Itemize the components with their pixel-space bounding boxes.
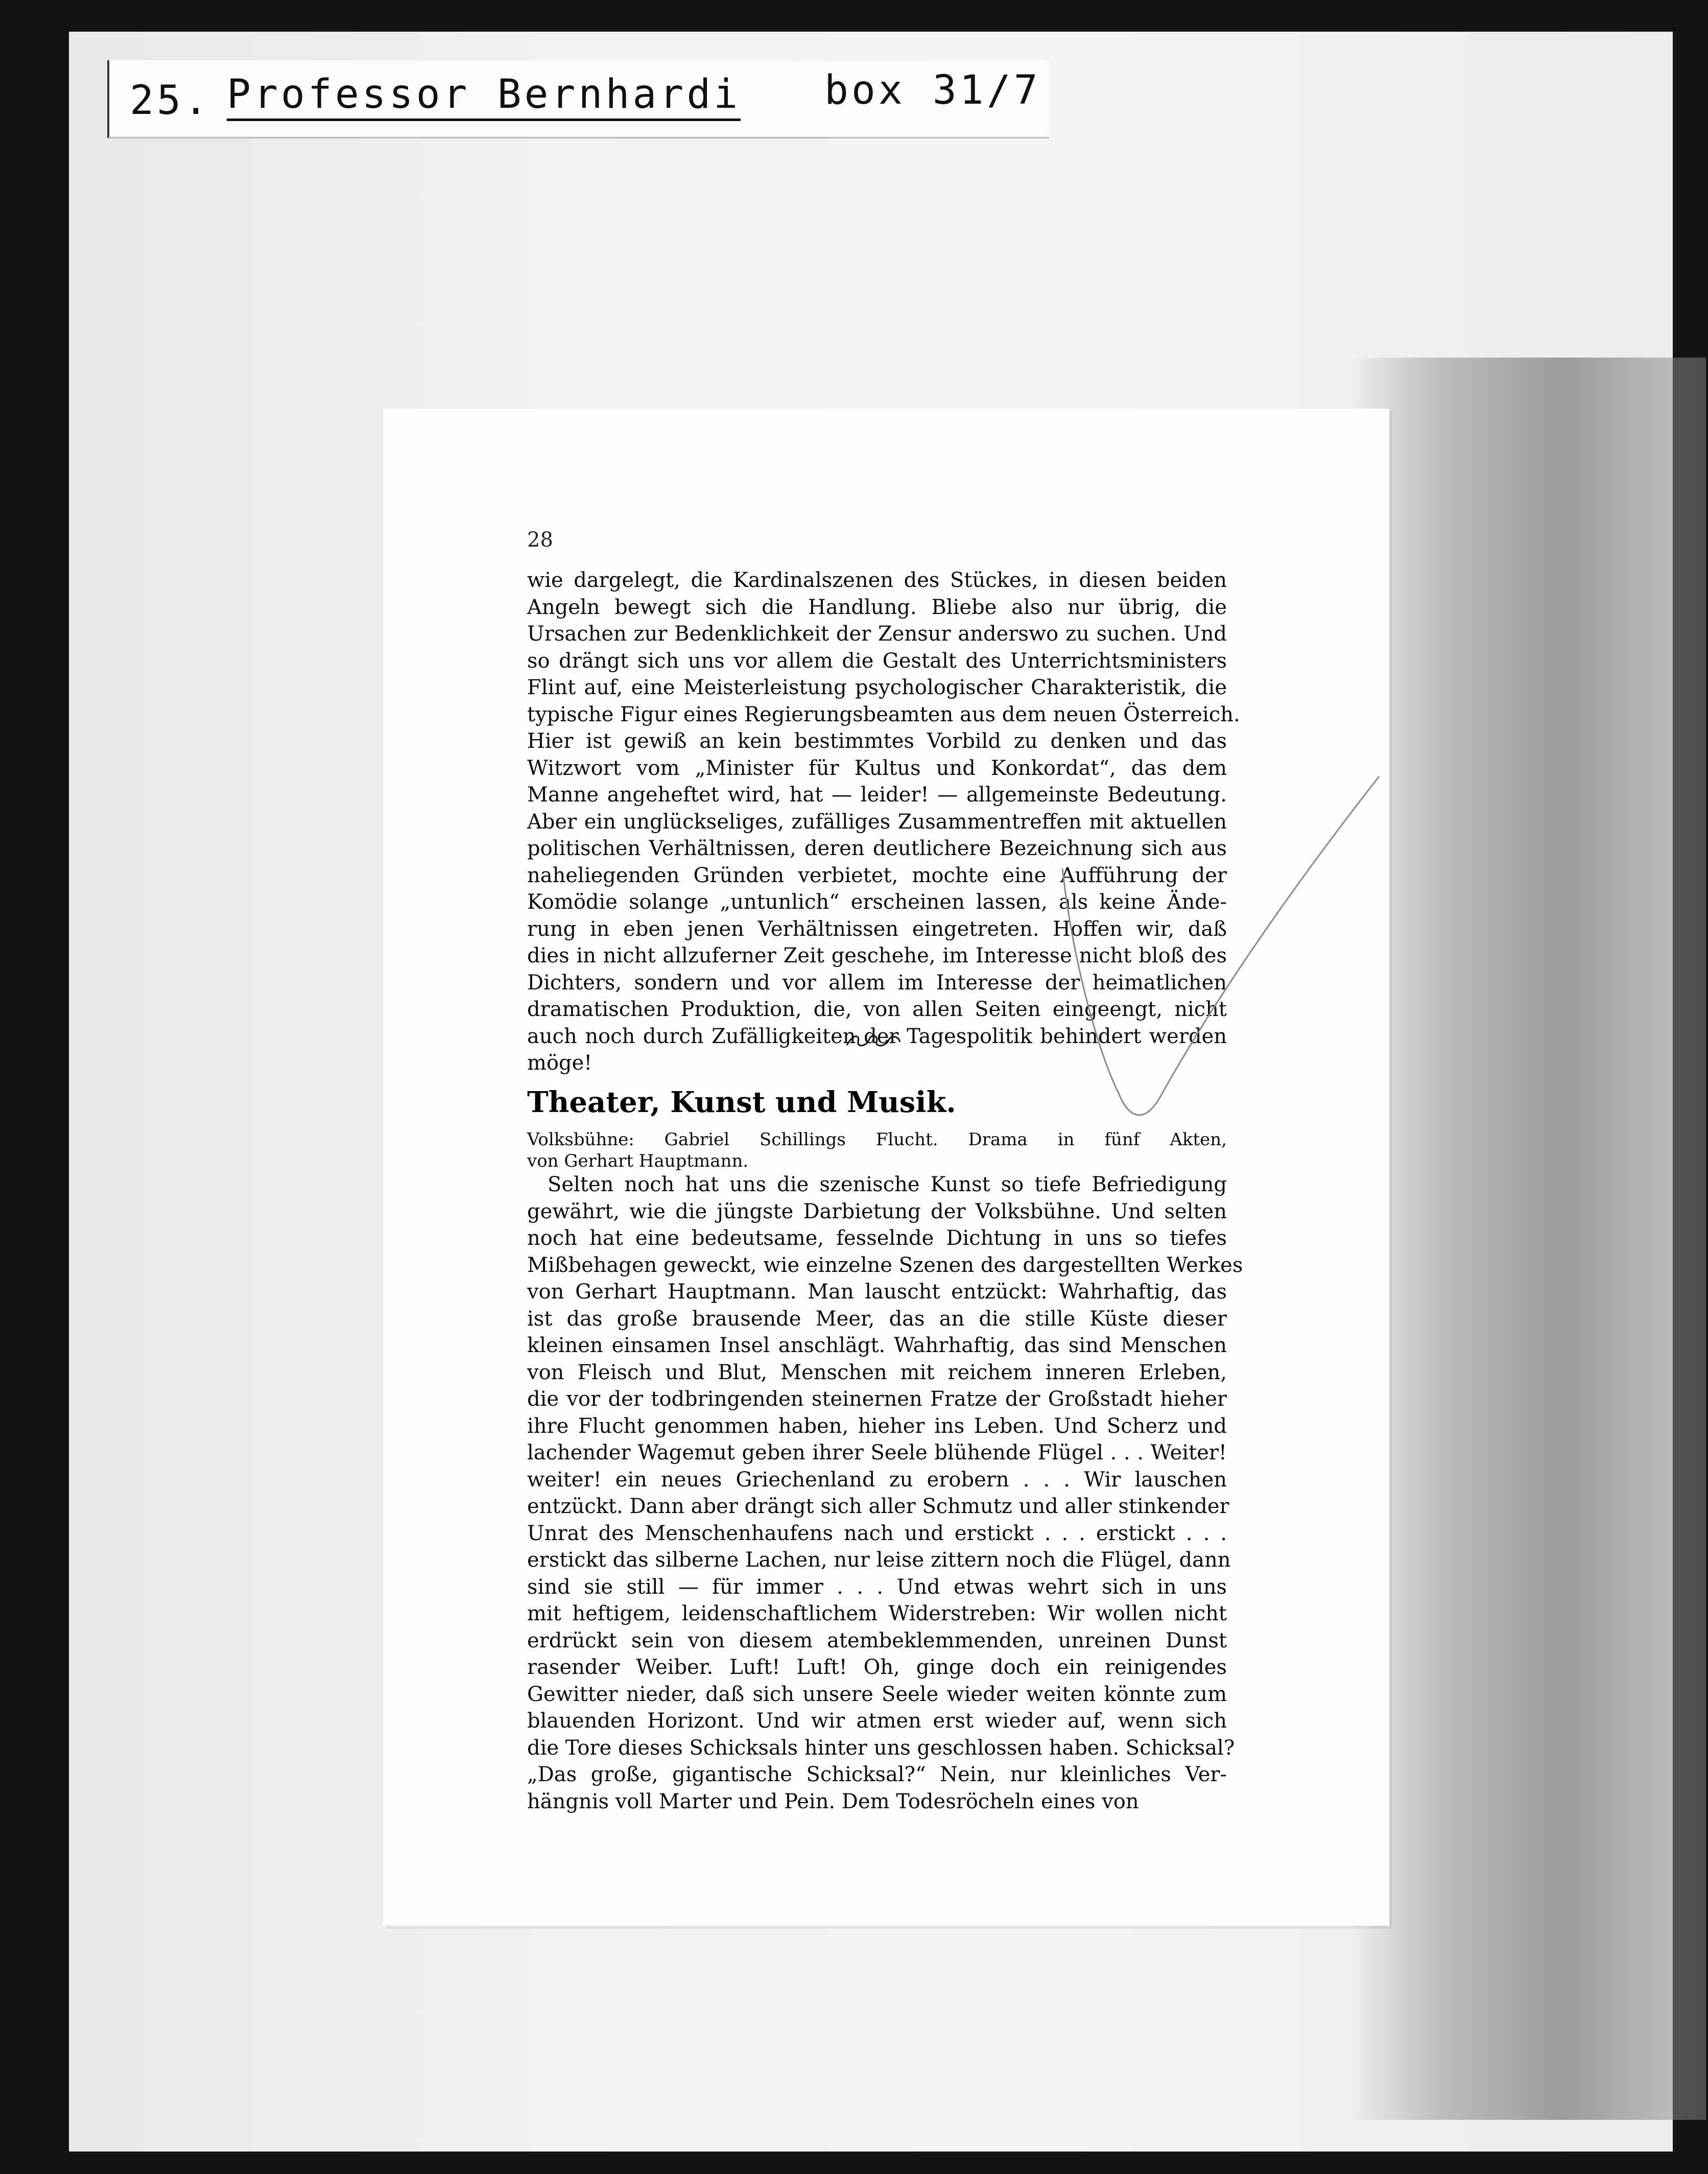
text-line: wie dargelegt, die Kardinalszenen des Stückes, in diesen beiden <box>527 569 1227 592</box>
board-shadow <box>1348 358 1706 2120</box>
text-line: Aber ein unglückseliges, zufälliges Zusammentreffen mit aktuellen <box>527 810 1227 834</box>
text-line: typische Figur eines Regierungsbeamten aus dem neuen Österreich. <box>527 702 1240 726</box>
text-line: Volksbühne: Gabriel Schillings Flucht. Drama in fünf Akten, <box>527 1129 1227 1150</box>
text-line: so drängt sich uns vor allem die Gestalt des Unterrichtsministers <box>527 649 1227 673</box>
text-line: auch noch durch Zufälligkeiten der Tagespolitik behindert werden <box>527 1024 1227 1048</box>
text-line: Dichters, sondern und vor allem im Interesse der heimatlichen <box>527 971 1227 995</box>
text-line: Manne angeheftet wird, hat — leider! — allgemeinste Bedeutung. <box>527 783 1227 807</box>
text-line: Hier ist gewiß an kein bestimmtes Vorbild zu denken und das <box>527 729 1227 753</box>
text-line: blauenden Horizont. Und wir atmen erst wieder auf, wenn sich <box>527 1709 1227 1733</box>
label-box: box 31/7 <box>824 67 1041 113</box>
page-number: 28 <box>527 528 553 552</box>
label-number: 25. <box>130 78 211 124</box>
ornament-icon <box>843 1032 904 1050</box>
text-line: „Das große, gigantische Schicksal?“ Nein, nur kleinliches Ver- <box>527 1763 1227 1786</box>
text-line: rung in eben jenen Verhältnissen eingetreten. Hoffen wir, daß <box>527 917 1227 941</box>
text-line: sind sie still — für immer . . . Und etwas wehrt sich in uns <box>527 1575 1227 1599</box>
label-title: Professor Bernhardi <box>227 72 741 121</box>
text-line: rasender Weiber. Luft! Luft! Oh, ginge doch ein reinigendes <box>527 1656 1227 1679</box>
pencil-check-mark <box>1042 766 1399 1134</box>
paragraph-2 <box>527 1171 1243 1815</box>
text-line: Flint auf, eine Meisterleistung psychologischer Charakteristik, die <box>527 676 1227 699</box>
text-line: möge! <box>527 1051 592 1075</box>
text-line: lachender Wagemut geben ihrer Seele blühende Flügel . . . Weiter! <box>527 1441 1227 1464</box>
text-line: erdrückt sein von diesem atembeklemmenden, unreinen Dunst <box>527 1628 1227 1652</box>
text-line: Selten noch hat uns die szenische Kunst so tiefe Befriedigung <box>548 1173 1227 1196</box>
text-line: politischen Verhältnissen, deren deutlichere Bezeichnung sich aus <box>527 837 1227 860</box>
text-line: von Gerhart Hauptmann. <box>527 1151 749 1171</box>
text-line: die Tore dieses Schicksals hinter uns geschlossen haben. Schicksal? <box>527 1736 1235 1760</box>
text-line: Unrat des Menschenhaufens nach und erstickt . . . erstickt . . . <box>527 1521 1227 1545</box>
text-line: weiter! ein neues Griechenland zu erobern . . . Wir lauschen <box>527 1468 1227 1492</box>
text-line: Gewitter nieder, daß sich unsere Seele wieder weiten könnte zum <box>527 1682 1227 1706</box>
folder-label <box>107 60 1049 138</box>
text-line: mit heftigem, leidenschaftlichem Widerstreben: Wir wollen nicht <box>527 1602 1227 1625</box>
text-line: gewährt, wie die jüngste Darbietung der Volksbühne. Und selten <box>527 1199 1227 1223</box>
text-line: erstickt das silberne Lachen, nur leise zittern noch die Flügel, dann <box>527 1548 1231 1572</box>
text-line: Witzwort vom „Minister für Kultus und Konkordat“, das dem <box>527 756 1227 780</box>
text-line: dramatischen Produktion, die, von allen Seiten eingeengt, nicht <box>527 998 1227 1021</box>
text-line: Mißbehagen geweckt, wie einzelne Szenen des dargestellten Werkes <box>527 1253 1243 1277</box>
text-line: Komödie solange „untunlich“ erscheinen lassen, als keine Ände- <box>527 890 1227 914</box>
text-line: hängnis voll Marter und Pein. Dem Todesröcheln eines von <box>527 1789 1139 1813</box>
text-line: Angeln bewegt sich die Handlung. Bliebe also nur übrig, die <box>527 595 1227 619</box>
text-line: naheliegenden Gründen verbietet, mochte eine Aufführung der <box>527 863 1227 887</box>
text-line: noch hat eine bedeutsame, fesselnde Dichtung in uns so tiefes <box>527 1226 1227 1250</box>
text-line: ihre Flucht genommen haben, hieher ins Leben. Und Scherz und <box>527 1414 1227 1438</box>
text-line: ist das große brausende Meer, das an die stille Küste dieser <box>527 1307 1227 1331</box>
text-line: dies in nicht allzuferner Zeit geschehe, im Interesse nicht bloß des <box>527 944 1227 967</box>
review-subheading <box>527 1129 1227 1172</box>
text-line: von Fleisch und Blut, Menschen mit reichem inneren Erleben, <box>527 1360 1227 1384</box>
text-line: kleinen einsamen Insel anschlägt. Wahrhaftig, das sind Menschen <box>527 1334 1227 1357</box>
section-heading: Theater, Kunst und Musik. <box>527 1085 956 1119</box>
text-line: entzückt. Dann aber drängt sich aller Schmutz und aller stinkender <box>527 1495 1229 1518</box>
text-line: Ursachen zur Bedenklichkeit der Zensur anderswo zu suchen. Und <box>527 622 1227 646</box>
newspaper-clipping <box>383 409 1389 1926</box>
text-line: von Gerhart Hauptmann. Man lauscht entzückt: Wahrhaftig, das <box>527 1280 1227 1304</box>
text-line: die vor der todbringenden steinernen Fratze der Großstadt hieher <box>527 1387 1227 1411</box>
